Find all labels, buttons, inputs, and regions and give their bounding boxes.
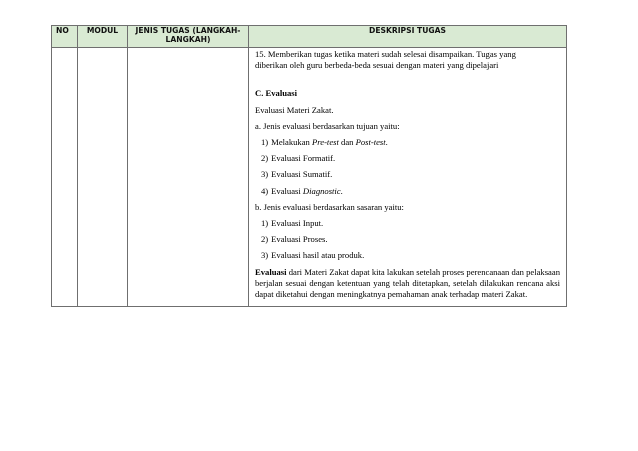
point-a-3: 3) Evaluasi Sumatif. — [261, 169, 333, 180]
post-test-term: Post-test — [355, 137, 386, 148]
point-b: b. Jenis evaluasi berdasarkan sasaran yaitu: — [255, 201, 404, 212]
point-a-1: 1) Melakukan Pre-test dan Post-test. — [261, 137, 388, 148]
cell-modul — [78, 48, 128, 307]
item-15-line-1: 15. Memberikan tugas ketika materi sudah selesai disampaikan. Tugas yang — [255, 49, 516, 59]
section-c-heading: C. Evaluasi — [255, 88, 298, 99]
diagnostic-term: Diagnostic — [302, 185, 341, 196]
evaluation-paragraph: Evaluasi dari Materi Zakat dapat kita lakukan setelah proses perencanaan dan pelaksaan berjalan sesuai dengan ketentuan yang telah ditetapkan, setelah dilakukan rencana aksi dapat diketahui dengan meningkatnya pemahaman anak terhadap materi Zakat. — [255, 266, 560, 300]
item-15-line-2: diberikan oleh guru berbeda-beda sesuai dengan materi yang dipelajari — [255, 60, 499, 71]
task-table — [51, 25, 567, 307]
point-a-4: 4) Evaluasi Diagnostic. — [261, 185, 343, 196]
table-row — [52, 48, 567, 307]
point-b-1: 1) Evaluasi Input. — [261, 218, 324, 229]
header-no: NO — [52, 26, 78, 48]
cell-no — [52, 48, 78, 307]
header-jenis-tugas: JENIS TUGAS (LANGKAH-LANGKAH) — [128, 26, 249, 48]
point-b-2: 2) Evaluasi Proses. — [261, 234, 328, 245]
cell-jenis-tugas — [128, 48, 249, 307]
cell-deskripsi — [249, 48, 567, 307]
table-header-row — [52, 26, 567, 48]
point-b-3: 3) Evaluasi hasil atau produk. — [261, 250, 365, 261]
header-deskripsi-tugas: DESKRIPSI TUGAS — [249, 26, 567, 48]
eval-title: Evaluasi Materi Zakat. — [255, 104, 334, 115]
point-a-2: 2) Evaluasi Formatif. — [261, 153, 336, 164]
point-a: a. Jenis evaluasi berdasarkan tujuan yaitu: — [255, 120, 400, 131]
header-modul: MODUL — [78, 26, 128, 48]
point-a-1-number: 1) — [261, 137, 269, 148]
pre-test-term: Pre-test — [311, 137, 339, 148]
